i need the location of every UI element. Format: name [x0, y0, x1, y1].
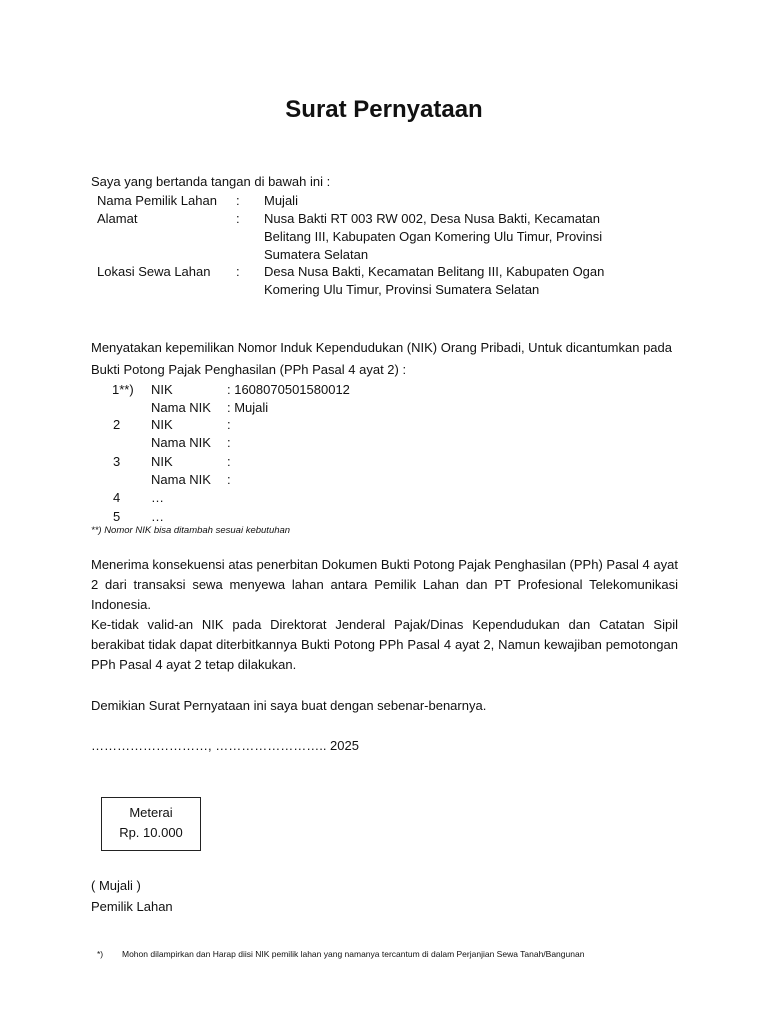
place-date-line: ………………………, …………………….. 2025 [91, 738, 359, 753]
nik-value: : 1608070501580012 [227, 382, 350, 397]
colon: : [236, 211, 240, 226]
nik-name-label: Nama NIK [151, 400, 211, 415]
nik-entry-number: 4 [113, 490, 121, 505]
stamp-amount: Rp. 10.000 [119, 825, 183, 840]
address-label: Alamat [97, 211, 138, 226]
location-label: Lokasi Sewa Lahan [97, 264, 211, 279]
footnote-text: Mohon dilampirkan dan Harap diisi NIK pemilik lahan yang namanya tercantum di dalam Perjanjian Sewa Tanah/Bangunan [122, 949, 585, 959]
intro-text: Saya yang bertanda tangan di bawah ini : [91, 174, 331, 189]
nik-name-label: Nama NIK [151, 472, 211, 487]
signer-role: Pemilik Lahan [91, 899, 173, 914]
owner-name-value: Mujali [264, 193, 298, 208]
location-line: Komering Ulu Timur, Provinsi Sumatera Selatan [264, 282, 540, 297]
nik-label: NIK [151, 382, 173, 397]
document-title: Surat Pernyataan [285, 96, 483, 123]
validity-paragraph: Ke-tidak valid-an NIK pada Direktorat Jenderal Pajak/Dinas Kependudukan dan Catatan Sipil berakibat tidak dapat diterbitkannya Bukti Potong PPh Pasal 4 ayat 2, Namun kewajiban pemotongan PPh Pasal 4 ayat 2 tetap dilakukan. [91, 617, 678, 672]
nik-value: : [227, 454, 231, 469]
nik-entry-number: 2 [113, 417, 121, 432]
footnote-marker: *) [97, 949, 104, 959]
nik-name-value: : Mujali [227, 400, 269, 415]
stamp-label: Meterai [129, 805, 173, 820]
nik-ellipsis: … [151, 490, 164, 505]
address-line: Belitang III, Kabupaten Ogan Komering Ulu Timur, Provinsi [264, 229, 603, 244]
nik-label: NIK [151, 454, 173, 469]
closing-statement: Demikian Surat Pernyataan ini saya buat dengan sebenar-benarnya. [91, 698, 487, 713]
signer-name: ( Mujali ) [91, 878, 141, 893]
nik-value: : [227, 417, 231, 432]
colon: : [236, 264, 240, 279]
owner-name-label: Nama Pemilik Lahan [97, 193, 217, 208]
nik-entry-number: 3 [113, 454, 121, 469]
nik-name-value: : [227, 435, 231, 450]
declaration-line: Bukti Potong Pajak Penghasilan (PPh Pasal 4 ayat 2) : [91, 362, 407, 377]
address-line: Nusa Bakti RT 003 RW 002, Desa Nusa Bakti, Kecamatan [264, 211, 601, 226]
address-line: Sumatera Selatan [264, 247, 369, 262]
nik-name-value: : [227, 472, 231, 487]
nik-entry-number: 5 [113, 509, 121, 524]
nik-entry-number: 1**) [112, 382, 134, 397]
nik-note: **) Nomor NIK bisa ditambah sesuai kebutuhan [91, 525, 291, 536]
location-line: Desa Nusa Bakti, Kecamatan Belitang III, Kabupaten Ogan [264, 264, 605, 279]
stamp-duty-box [101, 797, 201, 851]
nik-ellipsis: … [151, 509, 164, 524]
declaration-line: Menyatakan kepemilikan Nomor Induk Kependudukan (NIK) Orang Pribadi, Untuk dicantumkan pada [91, 340, 672, 355]
consequence-paragraph: Menerima konsekuensi atas penerbitan Dokumen Bukti Potong Pajak Penghasilan (PPh) Pasal 4 ayat 2 dari transaksi sewa menyewa lahan antara Pemilik Lahan dan PT Profesional Telekomunikasi Indonesia. [91, 557, 678, 612]
nik-name-label: Nama NIK [151, 435, 211, 450]
nik-label: NIK [151, 417, 173, 432]
colon: : [236, 193, 240, 208]
